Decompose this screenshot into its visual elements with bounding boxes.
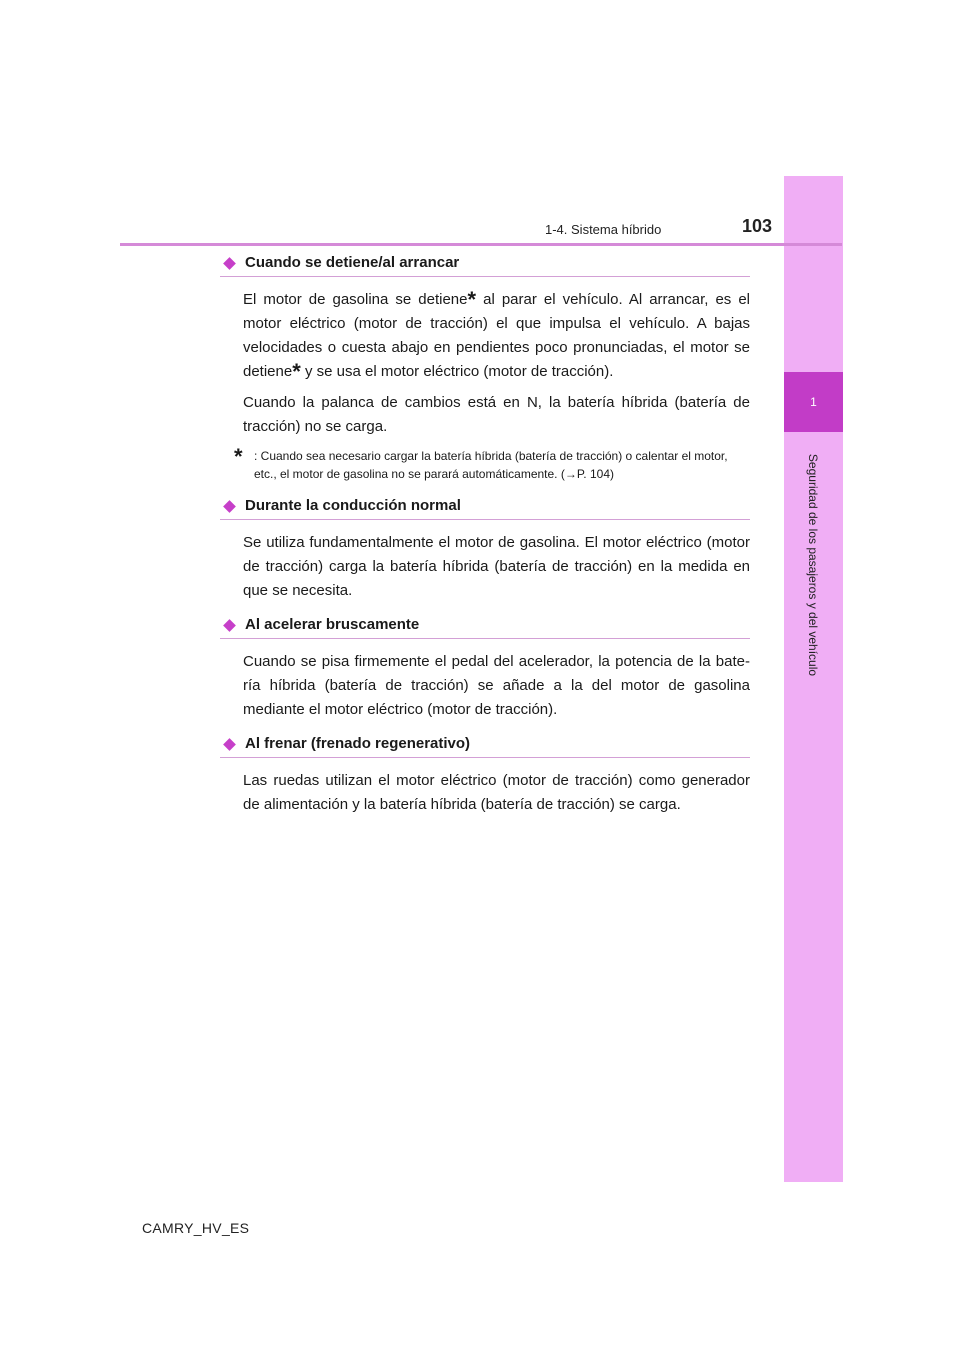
section-heading-stop-start bbox=[220, 254, 750, 277]
heading-text: Al frenar (frenado regenerativo) bbox=[245, 735, 471, 752]
heading-text: Cuando se detiene/al arrancar bbox=[245, 254, 460, 271]
diamond-bullet-icon bbox=[223, 257, 236, 270]
heading-text: Al acelerar bruscamente bbox=[245, 616, 420, 633]
chapter-side-tab bbox=[784, 176, 843, 1182]
paragraph-neutral-charge: Cuando la palanca de cambios está en N, la batería híbrida (batería de tracción) no se carga. bbox=[243, 394, 750, 435]
text-run: al parar el vehículo. Al arrancar, es el motor eléctrico (motor de tracción) el que impulsa el vehículo. A bajas velocidades o cuesta abajo en pendientes poco pronunciadas, el motor se detiene bbox=[243, 291, 750, 380]
page-number: 103 bbox=[742, 216, 773, 236]
asterisk-mark: * bbox=[467, 287, 477, 312]
chapter-number-box bbox=[784, 372, 843, 432]
text-run: y se usa el motor eléctrico (motor de tracción). bbox=[300, 363, 614, 380]
diamond-bullet-icon bbox=[223, 738, 236, 751]
diamond-bullet-icon bbox=[223, 500, 236, 513]
section-heading-normal-driving bbox=[220, 497, 750, 520]
footnote-text: : Cuando sea necesario cargar la batería híbrida (batería de tracción) o calentar el motor, etc., el motor de gasolina no se parará automáticamente. ( bbox=[254, 449, 728, 481]
paragraph-stop-start bbox=[220, 288, 750, 384]
section-header: 1-4. Sistema híbrido bbox=[545, 222, 662, 237]
section-heading-hard-acceleration bbox=[220, 616, 750, 639]
diamond-bullet-icon bbox=[223, 619, 236, 632]
asterisk-mark: * bbox=[292, 359, 301, 384]
paragraph-hard-acceleration: Cuando se pisa firmemente el pedal del acelerador, la potencia de la bate-ría híbrida (batería de tracción) se añade a la del motor de gasolina mediante el motor eléctrico (motor de tracción). bbox=[243, 653, 750, 718]
page-content bbox=[220, 254, 750, 817]
manual-code: CAMRY_HV_ES bbox=[142, 1220, 250, 1236]
footnote-asterisk: * bbox=[234, 444, 243, 469]
text-run: El motor de gasolina se detiene bbox=[243, 291, 468, 308]
paragraph-normal-driving: Se utiliza fundamentalmente el motor de gasolina. El motor eléctrico (motor de tracción) carga la batería híbrida (batería de tracción) en la medida en que se necesita. bbox=[243, 534, 750, 599]
arrow-right-icon: → bbox=[564, 467, 577, 481]
footnote-text: P. 104) bbox=[576, 467, 614, 481]
header-rule bbox=[120, 243, 842, 246]
paragraph-regenerative-braking: Las ruedas utilizan el motor eléctrico (motor de tracción) como generador de alimentación y la batería híbrida (batería de tracción) se carga. bbox=[243, 772, 750, 813]
chapter-title: Seguridad de los pasajeros y del vehículo bbox=[806, 453, 820, 677]
chapter-number: 1 bbox=[810, 395, 817, 409]
section-heading-regenerative-braking bbox=[220, 735, 750, 758]
heading-text: Durante la conducción normal bbox=[245, 497, 461, 514]
footnote bbox=[220, 444, 750, 483]
